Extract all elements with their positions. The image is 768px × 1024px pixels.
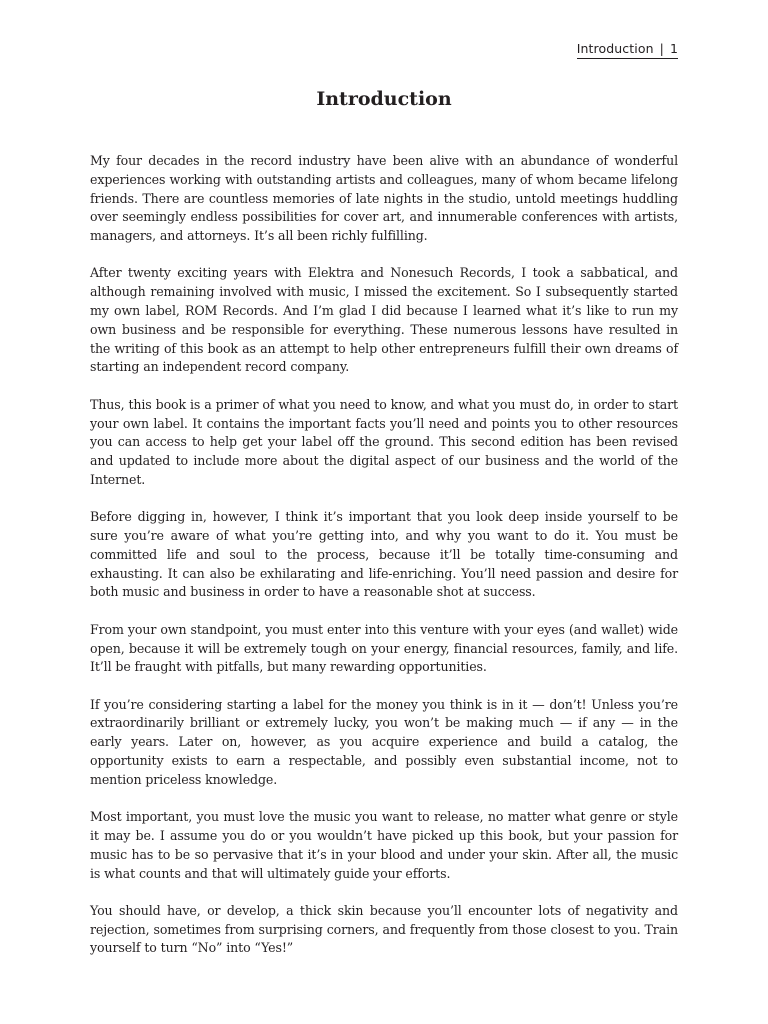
body-text (90, 152, 678, 977)
page-number: 1 (669, 41, 678, 56)
paragraph-1: My four decades in the record industry have been alive with an abundance of wonderful experiences working with outstanding artists and colleagues, many of whom became lifelong friends. There are countless memories of late nights in the studio, untold meetings huddling over seemingly endless possibilities for cover art, and innumerable conferences with artists, managers, and attorneys. It’s all been richly fulfilling. (90, 153, 678, 244)
paragraph-4: Before digging in, however, I think it’s important that you look deep inside yourself to be sure you’re aware of what you’re getting into, and why you want to do it. You must be committed life and soul to the process, because it’ll be totally time-consuming and exhausting. It can also be exhilarating and life-enriching. You’ll need passion and desire for both music and business in order to have a reasonable shot at success. (90, 509, 678, 600)
paragraph-8: You should have, or develop, a thick skin because you’ll encounter lots of negativity and rejection, sometimes from surprising corners, and frequently from those closest to you. Train yourself to turn “No” into “Yes!” (90, 902, 678, 956)
running-head (577, 41, 678, 59)
running-head-section: Introduction (576, 41, 654, 56)
paragraph-7: Most important, you must love the music you want to release, no matter what genre or style it may be. I assume you do or you wouldn’t have picked up this book, but your passion for music has to be so pervasive that it’s in your blood and under your skin. After all, the music is what counts and that will ultimately guide your efforts. (90, 809, 678, 881)
paragraph-6: If you’re considering starting a label for the money you think is in it — don’t! Unless you’re extraordinarily brilliant or extremely lucky, you won’t be making much — if any — in the early years. Later on, however, as you acquire experience and build a catalog, the opportunity exists to earn a respectable, and possibly even substantial income, not to mention priceless knowledge. (90, 696, 678, 787)
running-head-separator: | (659, 41, 664, 56)
chapter-title: Introduction (316, 88, 452, 110)
paragraph-3: Thus, this book is a primer of what you need to know, and what you must do, in order to start your own label. It contains the important facts you’ll need and points you to other resources you can access to help get your label off the ground. This second edition has been revised and updated to include more about the digital aspect of our business and the world of the Internet. (90, 396, 678, 487)
paragraph-2: After twenty exciting years with Elektra and Nonesuch Records, I took a sabbatical, and although remaining involved with music, I missed the excitement. So I subsequently started my own label, ROM Records. And I’m glad I did because I learned what it’s like to run my own business and be responsible for everything. These numerous lessons have resulted in the writing of this book as an attempt to help other entrepreneurs fulfill their own dreams of starting an independent record company. (90, 265, 678, 375)
paragraph-5: From your own standpoint, you must enter into this venture with your eyes (and wallet) wide open, because it will be extremely tough on your energy, financial resources, family, and life. It’ll be fraught with pitfalls, but many rewarding opportunities. (90, 621, 678, 675)
